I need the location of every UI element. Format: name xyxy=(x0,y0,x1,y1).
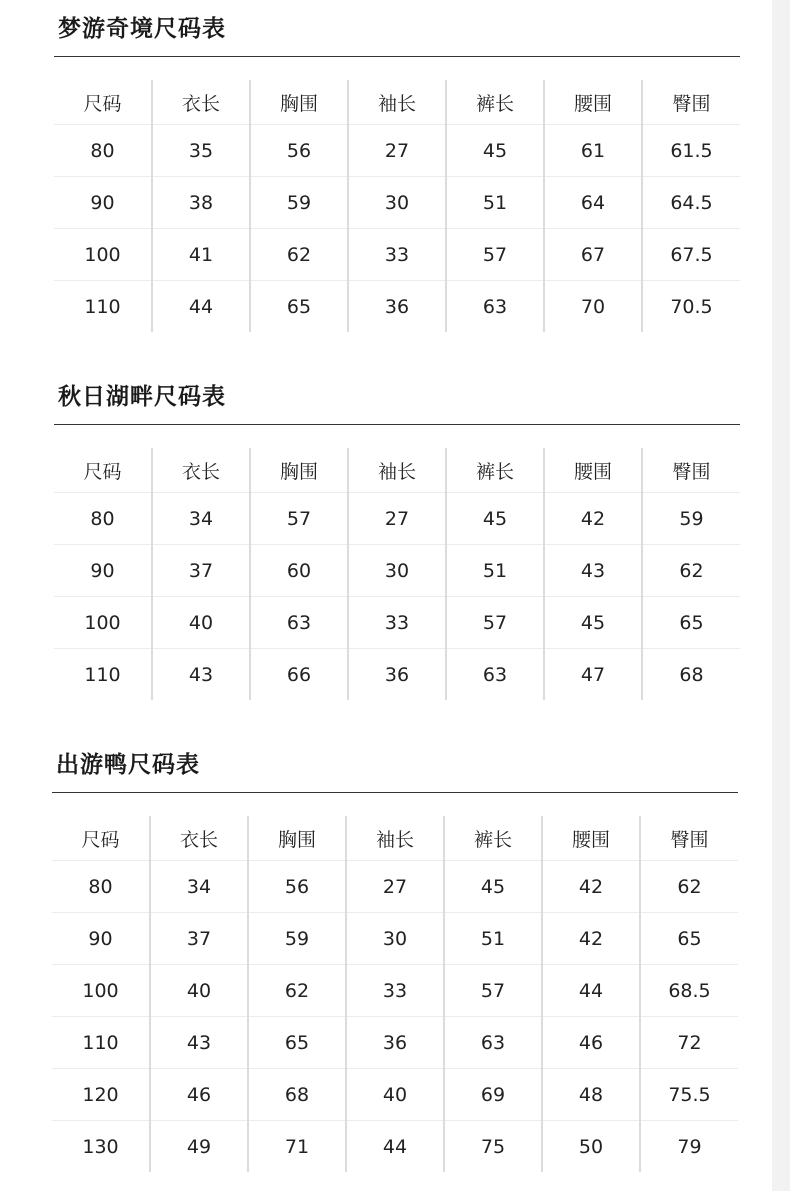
column-header-length: 衣长 xyxy=(152,80,250,125)
column-header-size: 尺码 xyxy=(54,448,152,493)
table-cell: 34 xyxy=(150,861,248,913)
table-cell: 45 xyxy=(446,125,544,177)
table-row xyxy=(52,965,738,1017)
table-row xyxy=(54,597,740,649)
column-header-pants-length: 裤长 xyxy=(446,448,544,493)
table-cell: 65 xyxy=(250,281,348,333)
table-cell: 64 xyxy=(544,177,642,229)
table-cell: 30 xyxy=(348,177,446,229)
table-cell: 36 xyxy=(348,281,446,333)
table-header-row xyxy=(52,816,738,861)
table-row xyxy=(52,861,738,913)
table-cell: 43 xyxy=(544,545,642,597)
title-divider xyxy=(54,56,740,57)
table-cell: 56 xyxy=(248,861,346,913)
table-cell: 30 xyxy=(346,913,444,965)
table-cell: 110 xyxy=(84,295,121,318)
table-cell: 42 xyxy=(542,913,640,965)
table-cell: 27 xyxy=(346,861,444,913)
table-cell: 40 xyxy=(346,1069,444,1121)
column-header-chest: 胸围 xyxy=(248,816,346,861)
table-cell: 71 xyxy=(248,1121,346,1173)
table-cell: 40 xyxy=(150,965,248,1017)
table-cell: 51 xyxy=(446,545,544,597)
column-header-waist: 腰围 xyxy=(544,80,642,125)
table-cell: 45 xyxy=(444,861,542,913)
table-cell: 57 xyxy=(446,229,544,281)
table-cell: 65 xyxy=(248,1017,346,1069)
table-row xyxy=(52,1017,738,1069)
table-cell: 80 xyxy=(54,493,152,545)
column-header-hip: 臀围 xyxy=(640,816,738,861)
table-cell: 41 xyxy=(152,229,250,281)
table-cell: 34 xyxy=(152,493,250,545)
table-cell: 110 xyxy=(52,1017,150,1069)
column-header-waist: 腰围 xyxy=(544,448,642,493)
table-cell: 43 xyxy=(152,649,250,701)
table-cell: 62 xyxy=(248,965,346,1017)
column-header-pants-length: 裤长 xyxy=(446,80,544,125)
table-cell: 59 xyxy=(642,493,740,545)
table-row xyxy=(54,545,740,597)
table-cell: 65 xyxy=(640,913,738,965)
column-header-waist: 腰围 xyxy=(542,816,640,861)
column-header-chest: 胸围 xyxy=(250,80,348,125)
table-cell: 79 xyxy=(640,1121,738,1173)
table-cell: 40 xyxy=(152,597,250,649)
table-cell: 90 xyxy=(54,177,152,229)
column-header-hip: 臀围 xyxy=(642,448,740,493)
table-cell: 63 xyxy=(446,649,544,701)
table-cell: 51 xyxy=(446,177,544,229)
table-cell: 47 xyxy=(544,649,642,701)
table-cell: 68 xyxy=(248,1069,346,1121)
table-cell: 68 xyxy=(642,649,740,701)
table-cell: 42 xyxy=(542,861,640,913)
table-cell: 36 xyxy=(346,1017,444,1069)
table-header-row xyxy=(54,80,740,125)
table-row xyxy=(54,493,740,545)
table-cell: 51 xyxy=(444,913,542,965)
table-cell: 63 xyxy=(250,597,348,649)
table-cell: 72 xyxy=(640,1017,738,1069)
table-cell: 44 xyxy=(542,965,640,1017)
table-row xyxy=(54,281,740,333)
table-cell: 44 xyxy=(152,281,250,333)
table-cell: 57 xyxy=(444,965,542,1017)
column-header-pants-length: 裤长 xyxy=(444,816,542,861)
table-cell: 46 xyxy=(542,1017,640,1069)
table-cell: 33 xyxy=(348,229,446,281)
table-cell: 43 xyxy=(150,1017,248,1069)
table-cell: 49 xyxy=(150,1121,248,1173)
table-cell: 50 xyxy=(542,1121,640,1173)
title-divider xyxy=(54,424,740,425)
table-cell: 70 xyxy=(544,281,642,333)
table-cell: 27 xyxy=(348,125,446,177)
table-row xyxy=(54,649,740,701)
table-cell: 44 xyxy=(346,1121,444,1173)
table-cell: 62 xyxy=(640,861,738,913)
table-cell: 45 xyxy=(446,493,544,545)
table-cell: 120 xyxy=(52,1069,150,1121)
table-cell: 63 xyxy=(444,1017,542,1069)
size-table xyxy=(54,448,740,700)
table-row xyxy=(52,913,738,965)
table-cell: 30 xyxy=(348,545,446,597)
table-cell: 75 xyxy=(444,1121,542,1173)
table-cell: 27 xyxy=(348,493,446,545)
table-cell: 62 xyxy=(250,229,348,281)
table-cell: 69 xyxy=(444,1069,542,1121)
table-cell: 70.5 xyxy=(642,281,740,333)
table-cell: 64.5 xyxy=(642,177,740,229)
table-cell: 59 xyxy=(250,177,348,229)
table-row xyxy=(54,125,740,177)
section-title: 秋日湖畔尺码表 xyxy=(58,384,226,410)
table-header-row xyxy=(54,448,740,493)
table-cell: 38 xyxy=(152,177,250,229)
column-header-size: 尺码 xyxy=(54,80,152,125)
table-row xyxy=(52,1069,738,1121)
size-table xyxy=(52,816,738,1172)
table-cell: 66 xyxy=(250,649,348,701)
table-cell: 37 xyxy=(152,545,250,597)
section-title: 梦游奇境尺码表 xyxy=(58,16,226,42)
table-cell: 35 xyxy=(152,125,250,177)
table-cell: 65 xyxy=(642,597,740,649)
table-cell: 90 xyxy=(52,913,150,965)
section-title: 出游鸭尺码表 xyxy=(56,752,200,778)
table-cell: 75.5 xyxy=(640,1069,738,1121)
column-header-chest: 胸围 xyxy=(250,448,348,493)
table-cell: 60 xyxy=(250,545,348,597)
column-header-length: 衣长 xyxy=(150,816,248,861)
table-cell: 62 xyxy=(642,545,740,597)
table-cell: 59 xyxy=(248,913,346,965)
table-cell: 42 xyxy=(544,493,642,545)
table-cell: 80 xyxy=(52,861,150,913)
table-cell: 80 xyxy=(54,125,152,177)
table-row xyxy=(54,229,740,281)
table-cell: 56 xyxy=(250,125,348,177)
table-cell: 48 xyxy=(542,1069,640,1121)
table-cell: 63 xyxy=(446,281,544,333)
table-cell: 130 xyxy=(82,1135,119,1158)
table-row xyxy=(54,177,740,229)
table-cell: 68.5 xyxy=(640,965,738,1017)
table-cell: 100 xyxy=(54,597,152,649)
table-cell: 57 xyxy=(250,493,348,545)
table-cell: 33 xyxy=(346,965,444,1017)
table-cell: 36 xyxy=(348,649,446,701)
column-header-size: 尺码 xyxy=(52,816,150,861)
size-table xyxy=(54,80,740,332)
table-cell: 67.5 xyxy=(642,229,740,281)
table-cell: 33 xyxy=(348,597,446,649)
table-cell: 46 xyxy=(150,1069,248,1121)
title-divider xyxy=(52,792,738,793)
column-header-sleeve: 袖长 xyxy=(348,448,446,493)
column-header-sleeve: 袖长 xyxy=(348,80,446,125)
table-cell: 61 xyxy=(544,125,642,177)
column-header-length: 衣长 xyxy=(152,448,250,493)
table-cell: 110 xyxy=(84,663,121,686)
table-cell: 100 xyxy=(52,965,150,1017)
table-cell: 100 xyxy=(54,229,152,281)
table-cell: 57 xyxy=(446,597,544,649)
column-header-hip: 臀围 xyxy=(642,80,740,125)
table-cell: 37 xyxy=(150,913,248,965)
table-cell: 45 xyxy=(544,597,642,649)
table-row xyxy=(52,1121,738,1173)
table-cell: 67 xyxy=(544,229,642,281)
table-cell: 61.5 xyxy=(642,125,740,177)
table-cell: 90 xyxy=(54,545,152,597)
column-header-sleeve: 袖长 xyxy=(346,816,444,861)
